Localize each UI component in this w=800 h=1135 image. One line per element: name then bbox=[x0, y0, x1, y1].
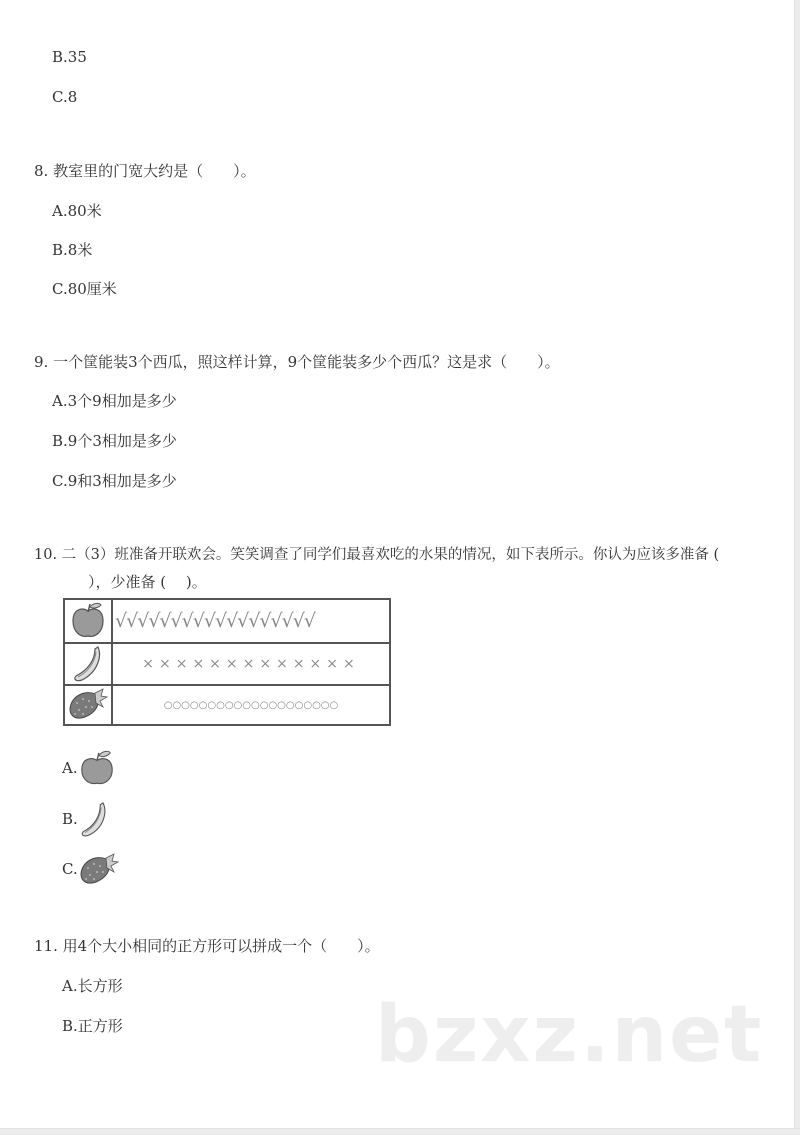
banana-icon bbox=[65, 644, 113, 684]
q10-option-b-label: B. bbox=[62, 810, 78, 828]
table-row-apple bbox=[65, 600, 389, 644]
fruit-survey-table bbox=[63, 598, 391, 726]
q7-option-c: C.8 bbox=[52, 88, 78, 106]
watermark: bzxz.net bbox=[375, 990, 764, 1080]
strawberry-tally: ○○○○○○○○○○○○○○○○○○○○ bbox=[163, 699, 339, 711]
q8-option-b: B.8米 bbox=[52, 241, 93, 259]
strawberry-icon bbox=[65, 686, 113, 724]
q9-option-a: A.3个9相加是多少 bbox=[52, 392, 177, 410]
q9-stem: 9. 一个筐能装3个西瓜，照这样计算，9个筐能装多少个西瓜？这是求（ ）。 bbox=[34, 353, 560, 371]
q10-stem-line1: 10. 二（3）班准备开联欢会。笑笑调查了同学们最喜欢吃的水果的情况，如下表所示。你认为应该多准备 ( bbox=[34, 547, 720, 563]
q7-option-b: B.35 bbox=[52, 48, 87, 66]
strawberry-icon bbox=[78, 852, 120, 888]
q10-option-c bbox=[62, 859, 78, 879]
apple-icon bbox=[65, 600, 113, 642]
q10-stem-line2: ），少准备 ( )。 bbox=[88, 573, 207, 591]
banana-icon bbox=[76, 799, 112, 841]
q9-option-c: C.9和3相加是多少 bbox=[52, 472, 177, 490]
apple-tally: √√√√√√√√√√√√√√√√√√ bbox=[115, 610, 315, 632]
q11-option-a: A.长方形 bbox=[62, 977, 123, 995]
q9-option-b: B.9个3相加是多少 bbox=[52, 432, 177, 450]
q10-option-c-label: C. bbox=[62, 860, 78, 878]
q8-option-a: A.80米 bbox=[52, 202, 102, 220]
table-row-banana bbox=[65, 644, 389, 686]
apple-icon bbox=[78, 748, 116, 788]
q11-stem: 11. 用4个大小相同的正方形可以拼成一个（ ）。 bbox=[34, 937, 380, 955]
q8-stem: 8. 教室里的门宽大约是（ ）。 bbox=[34, 162, 256, 180]
q10-option-a-label: A. bbox=[62, 759, 78, 777]
table-row-strawberry bbox=[65, 686, 389, 724]
q10-option-a bbox=[62, 758, 78, 778]
banana-tally: ××××××××××××× bbox=[142, 656, 360, 672]
q8-option-c: C.80厘米 bbox=[52, 280, 117, 298]
q11-option-b: B.正方形 bbox=[62, 1017, 123, 1035]
page-edge bbox=[794, 0, 800, 1134]
